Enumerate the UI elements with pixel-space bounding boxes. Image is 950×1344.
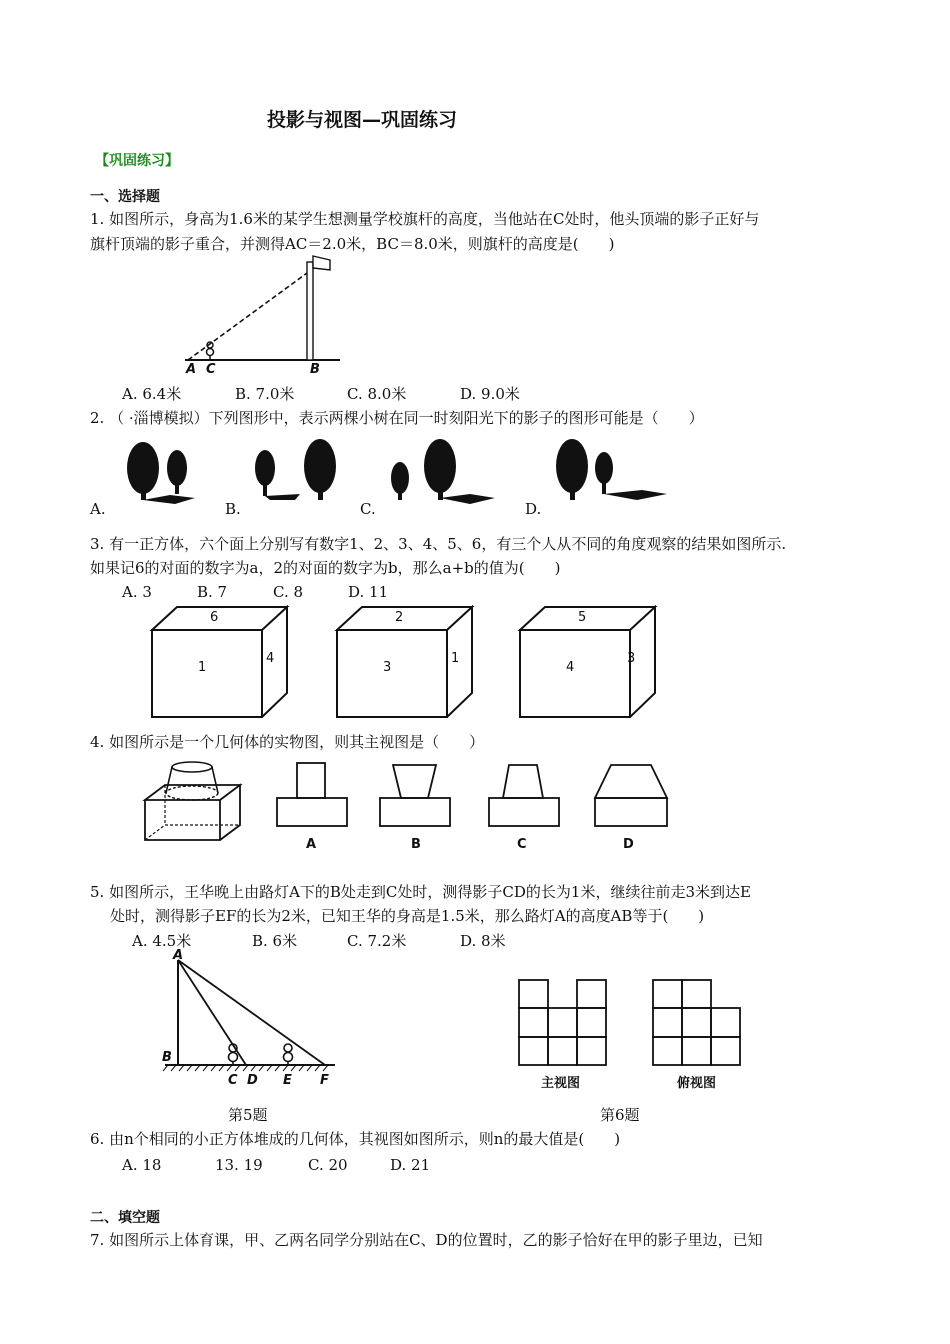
cube2-top: 2 — [395, 610, 404, 625]
q6-option-b: 13. 19 — [215, 1156, 263, 1174]
q4-label-c: C — [517, 837, 527, 852]
q2-trees-d — [552, 438, 672, 508]
q3-option-c: C. 8 — [273, 583, 304, 601]
q5-line2: 处时，测得影子EF的长为2米，已知王华的身高是1.5米，那么路灯A的高度AB等于( ) — [110, 907, 705, 925]
q6-front-view — [517, 978, 612, 1068]
q4-option-d-shape — [593, 760, 673, 830]
q4-option-b-shape — [378, 760, 458, 830]
q5-label-b: B — [162, 1050, 172, 1065]
q1-flagpole-figure — [180, 250, 350, 380]
q3-option-d: D. 11 — [348, 583, 389, 601]
cube2-side: 1 — [451, 651, 460, 666]
q3-option-b: B. 7 — [197, 583, 228, 601]
q5-label-e: E — [283, 1073, 292, 1088]
q6-option-c: C. 20 — [308, 1156, 348, 1174]
q1-option-c: C. 8.0米 — [347, 385, 407, 403]
cube1-top: 6 — [210, 610, 219, 625]
q4-solid — [140, 755, 245, 845]
q4-text: 4. 如图所示是一个几何体的实物图，则其主视图是（ ） — [90, 733, 485, 751]
q2-trees-c — [380, 438, 500, 508]
q3-line1: 3. 有一正方体，六个面上分别写有数字1、2、3、4、5、6，有三个人从不同的角度观察的结果如图所示. — [90, 535, 787, 553]
cube3-side: 3 — [627, 651, 636, 666]
q1-line1: 1. 如图所示，身高为1.6米的某学生想测量学校旗杆的高度，当他站在C处时，他头顶端的影子正好与 — [90, 210, 760, 228]
cube3-top: 5 — [578, 610, 587, 625]
q4-label-a: A — [306, 837, 317, 852]
q2-trees-a — [115, 438, 205, 508]
q3-option-a: A. 3 — [122, 583, 152, 601]
q2-option-a: A. — [90, 500, 106, 518]
q6-caption: 第6题 — [600, 1106, 640, 1124]
q6-option-d: D. 21 — [390, 1156, 431, 1174]
q6-front-view-label: 主视图 — [541, 1076, 581, 1091]
q5-streetlamp-figure — [160, 955, 345, 1075]
q1-option-a: A. 6.4米 — [122, 385, 182, 403]
q1-label-c: C — [206, 362, 216, 377]
q4-label-d: D — [623, 837, 634, 852]
q1-option-b: B. 7.0米 — [235, 385, 295, 403]
q3-cube-3 — [518, 605, 658, 720]
q5-label-f: F — [320, 1073, 329, 1088]
cube3-front: 4 — [566, 660, 575, 675]
q5-caption: 第5题 — [228, 1106, 268, 1124]
q2-trees-b — [245, 438, 345, 508]
q6-option-a: A. 18 — [122, 1156, 162, 1174]
q7-text: 7. 如图所示上体育课，甲、乙两名同学分别站在C、D的位置时，乙的影子恰好在甲的影子里边，已知 — [90, 1231, 763, 1249]
q6-top-view-label: 俯视图 — [677, 1076, 717, 1091]
q1-option-d: D. 9.0米 — [460, 385, 520, 403]
q1-label-a: A — [186, 362, 197, 377]
q5-option-d: D. 8米 — [460, 932, 506, 950]
q2-option-d: D. — [525, 500, 542, 518]
q2-option-b: B. — [225, 500, 241, 518]
q5-line1: 5. 如图所示，王华晚上由路灯A下的B处走到C处时，测得影子CD的长为1米，继续往前走3米到达E — [90, 883, 751, 901]
q1-label-b: B — [310, 362, 320, 377]
q1-line2: 旗杆顶端的影子重合，并测得AC＝2.0米，BC＝8.0米，则旗杆的高度是( ) — [90, 235, 615, 253]
page-title: 投影与视图—巩固练习 — [267, 109, 458, 131]
q5-option-c: C. 7.2米 — [347, 932, 407, 950]
q4-option-c-shape — [487, 760, 567, 830]
q4-label-b: B — [411, 837, 421, 852]
part1-heading: 一、选择题 — [90, 189, 160, 205]
q4-option-a-shape — [275, 760, 355, 830]
cube1-side: 4 — [266, 651, 275, 666]
q2-text: 2. （ ·淄博模拟）下列图形中，表示两棵小树在同一时刻阳光下的影子的图形可能是（ ） — [90, 409, 704, 427]
section-tag: 【巩固练习】 — [95, 153, 179, 169]
q5-label-a: A — [173, 948, 184, 963]
q2-option-c: C. — [360, 500, 376, 518]
q5-label-c: C — [228, 1073, 238, 1088]
q5-label-d: D — [247, 1073, 258, 1088]
q6-top-view — [651, 978, 746, 1068]
cube1-front: 1 — [198, 660, 207, 675]
q5-option-b: B. 6米 — [252, 932, 298, 950]
q3-line2: 如果记6的对面的数字为a，2的对面的数字为b，那么a+b的值为( ) — [90, 559, 561, 577]
q5-option-a: A. 4.5米 — [132, 932, 192, 950]
part2-heading: 二、填空题 — [90, 1210, 160, 1226]
q6-text: 6. 由n个相同的小正方体堆成的几何体，其视图如图所示，则n的最大值是( ) — [90, 1130, 621, 1148]
cube2-front: 3 — [383, 660, 392, 675]
